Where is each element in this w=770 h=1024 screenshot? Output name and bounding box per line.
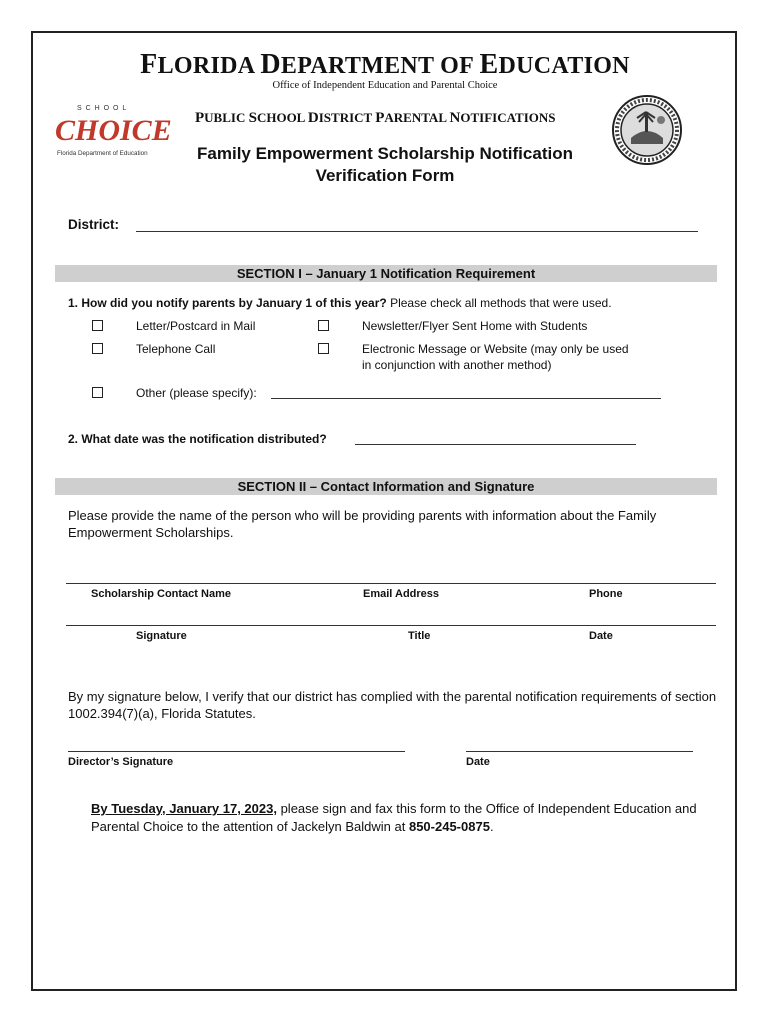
director-signature-label: Director’s Signature [68, 756, 174, 768]
option-newsletter-label: Newsletter/Flyer Sent Home with Students [362, 319, 588, 333]
logo-school-text: S C H O O L [77, 105, 128, 112]
form-title [170, 143, 600, 187]
school-choice-logo [55, 102, 180, 162]
checkbox-letter[interactable] [92, 320, 103, 331]
director-date-label: Date [466, 756, 490, 768]
contact-name-label: Scholarship Contact Name [91, 588, 231, 600]
email-label: Email Address [363, 588, 440, 600]
page-title: FLORIDA DEPARTMENT OF EDUCATION [140, 49, 630, 80]
option-electronic-line2: in conjunction with another method) [362, 358, 552, 372]
other-specify-line[interactable] [271, 398, 661, 399]
fax-number: 850-245-0875 [408, 819, 490, 834]
contact-info-line[interactable] [66, 583, 716, 584]
checkbox-newsletter[interactable] [318, 320, 329, 331]
option-other-label: Other (please specify): [136, 386, 257, 400]
section2-intro: Please provide the name of the person who will be providing parents with information about the Family Empowerment Scholarships. [68, 508, 657, 540]
deadline-date: By Tuesday, January 17, 2023, [91, 801, 277, 816]
district-label: District: [68, 217, 120, 232]
option-electronic-label [362, 341, 629, 373]
checkbox-electronic[interactable] [318, 343, 329, 354]
signature-title-date-line[interactable] [66, 625, 716, 626]
section1-heading: SECTION I – January 1 Notification Requirement [55, 265, 717, 282]
form-title-line2: Verification Form [315, 166, 455, 185]
signature-label: Signature [136, 630, 187, 642]
office-name: Office of Independent Education and Parental Choice [272, 80, 498, 91]
district-input-line[interactable] [136, 231, 698, 232]
logo-choice-text: CHOICE [55, 114, 172, 147]
checkbox-telephone[interactable] [92, 343, 103, 354]
verification-statement: By my signature below, I verify that our district has complied with the parental notification requirements of section 1002.394(7)(a), Florida Statutes. [68, 689, 717, 721]
date-label: Date [589, 630, 613, 642]
logo-caption: Florida Department of Education [57, 150, 148, 157]
question-1: 1. How did you notify parents by January 1 of this year? Please check all methods that were used. [68, 296, 612, 310]
form-title-line1: Family Empowerment Scholarship Notification [197, 144, 573, 163]
director-signature-line[interactable] [68, 751, 405, 752]
option-telephone-label: Telephone Call [136, 342, 216, 356]
title-label: Title [408, 630, 431, 642]
phone-label: Phone [589, 588, 623, 600]
subtitle: PUBLIC SCHOOL DISTRICT PARENTAL NOTIFICATIONS [195, 110, 556, 126]
state-seal-icon [611, 94, 683, 166]
director-date-line[interactable] [466, 751, 693, 752]
notification-date-line[interactable] [355, 444, 636, 445]
option-letter-label: Letter/Postcard in Mail [136, 319, 256, 333]
option-electronic-line1: Electronic Message or Website (may only be used [362, 342, 629, 356]
question-2: 2. What date was the notification distributed? [68, 432, 327, 446]
section2-heading: SECTION II – Contact Information and Signature [55, 478, 717, 495]
deadline-instructions: By Tuesday, January 17, 2023, please sign and fax this form to the Office of Independent Education and Parental Choice to the attention of Jackelyn Baldwin at 850-245-0875. [91, 801, 697, 834]
checkbox-other[interactable] [92, 387, 103, 398]
